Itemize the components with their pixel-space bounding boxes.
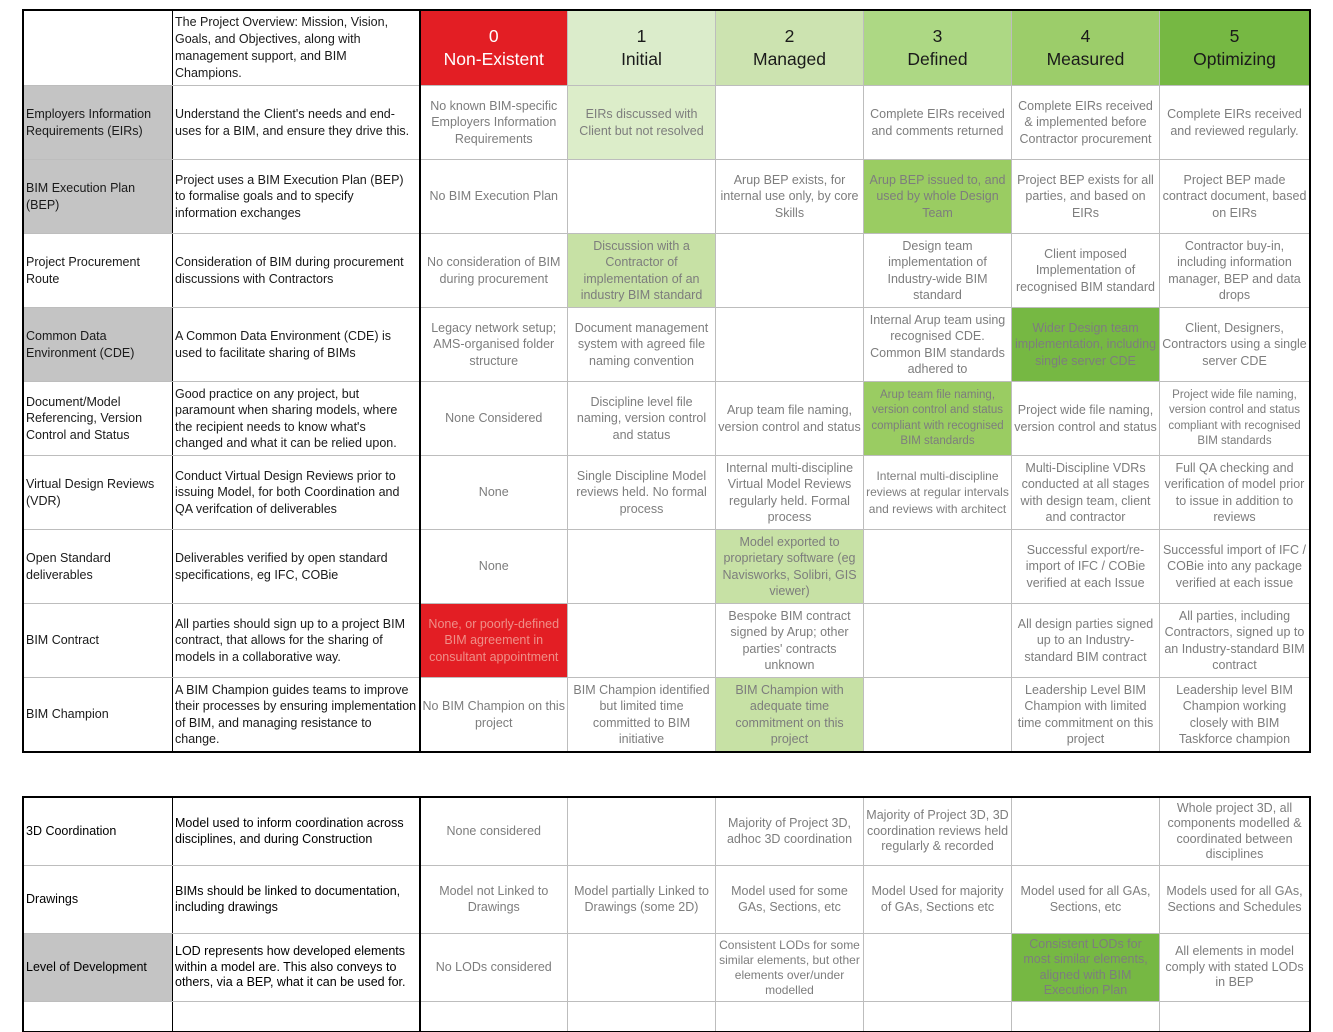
- cell-level-2: BIM Champion with adequate time commitment on this project: [716, 678, 864, 752]
- cell-level-0: None, or poorly-defined BIM agreement in consultant appointment: [420, 604, 568, 678]
- table-row: [24, 934, 1310, 1002]
- cell-level-3: [864, 604, 1012, 678]
- cell-level-4: All design parties signed up to an Industry-standard BIM contract: [1012, 604, 1160, 678]
- cell-level-0: No BIM Champion on this project: [420, 678, 568, 752]
- cell-level-1: BIM Champion identified but limited time committed to BIM initiative: [568, 678, 716, 752]
- cell-level-3: [864, 1002, 1012, 1032]
- cell-level-5: Whole project 3D, all components modelled & coordinated between disciplines: [1160, 798, 1310, 866]
- cell-level-0: No LODs considered: [420, 934, 568, 1002]
- cell-level-4: Complete EIRs received & implemented before Contractor procurement: [1012, 86, 1160, 160]
- cell-level-2: Arup BEP exists, for internal use only, by core Skills: [716, 160, 864, 234]
- cell-level-2: Consistent LODs for some similar elements, but other elements over/under modelled: [716, 934, 864, 1002]
- cell-level-3: Model Used for majority of GAs, Sections etc: [864, 866, 1012, 934]
- row-description: Consideration of BIM during procurement discussions with Contractors: [173, 234, 420, 308]
- cell-level-2: Majority of Project 3D, adhoc 3D coordination: [716, 798, 864, 866]
- cell-level-1: Document management system with agreed file naming convention: [568, 308, 716, 382]
- row-description: A BIM Champion guides teams to improve their processes by ensuring implementation of BIM, and managing resistance to change.: [173, 678, 420, 752]
- row-description: Model used to inform coordination across disciplines, and during Construction: [173, 798, 420, 866]
- cell-level-4: Leadership Level BIM Champion with limited time commitment on this project: [1012, 678, 1160, 752]
- header-row: [24, 11, 1310, 86]
- row-description: Understand the Client's needs and end-uses for a BIM, and ensure they drive this.: [173, 86, 420, 160]
- cell-level-0: Legacy network setup; AMS-organised folder structure: [420, 308, 568, 382]
- cell-level-1: [568, 798, 716, 866]
- row-category: Level of Development: [24, 934, 173, 1002]
- table-row: [24, 678, 1310, 752]
- cell-level-5: Models used for all GAs, Sections and Schedules: [1160, 866, 1310, 934]
- cell-level-4: Model used for all GAs, Sections, etc: [1012, 866, 1160, 934]
- table-row: [24, 530, 1310, 604]
- cell-level-2: [716, 86, 864, 160]
- cell-level-3: Majority of Project 3D, 3D coordination reviews held regularly & recorded: [864, 798, 1012, 866]
- cell-level-4: Wider Design team implementation, including single server CDE: [1012, 308, 1160, 382]
- row-category: BIM Contract: [24, 604, 173, 678]
- cell-level-1: EIRs discussed with Client but not resolved: [568, 86, 716, 160]
- row-category: 3D Coordination: [24, 798, 173, 866]
- cell-level-4: Project wide file naming, version control and status: [1012, 382, 1160, 456]
- row-description: Deliverables verified by open standard specifications, eg IFC, COBie: [173, 530, 420, 604]
- row-category: Project Procurement Route: [24, 234, 173, 308]
- cell-level-5: Full QA checking and verification of model prior to issue in addition to reviews: [1160, 456, 1310, 530]
- row-description: All parties should sign up to a project BIM contract, that allows for the sharing of models in a collaborative way.: [173, 604, 420, 678]
- cell-level-2: Internal multi-discipline Virtual Model Reviews regularly held. Formal process: [716, 456, 864, 530]
- cell-level-3: [864, 678, 1012, 752]
- level-2-header: 2 Managed: [716, 11, 864, 86]
- cell-level-0: None considered: [420, 798, 568, 866]
- cell-level-0: None: [420, 530, 568, 604]
- cell-level-3: Arup BEP issued to, and used by whole Design Team: [864, 160, 1012, 234]
- cell-level-4: Project BEP exists for all parties, and based on EIRs: [1012, 160, 1160, 234]
- table-row: [24, 234, 1310, 308]
- cell-level-3: [864, 934, 1012, 1002]
- row-category: Drawings: [24, 866, 173, 934]
- maturity-matrix-table-continued: [23, 797, 1310, 1032]
- level-3-header: 3 Defined: [864, 11, 1012, 86]
- cell-level-5: Project wide file naming, version control and status compliant with recognised BIM standards: [1160, 382, 1310, 456]
- cell-level-1: [568, 934, 716, 1002]
- cell-level-2: Model used for some GAs, Sections, etc: [716, 866, 864, 934]
- cell-level-0: Model not Linked to Drawings: [420, 866, 568, 934]
- cell-level-5: Complete EIRs received and reviewed regularly.: [1160, 86, 1310, 160]
- corner-cell: [24, 11, 173, 86]
- row-category: BIM Champion: [24, 678, 173, 752]
- table-row: [24, 1002, 1310, 1032]
- cell-level-1: Discipline level file naming, version control and status: [568, 382, 716, 456]
- cell-level-3: [864, 530, 1012, 604]
- cell-level-4: Successful export/re-import of IFC / COBie verified at each Issue: [1012, 530, 1160, 604]
- cell-level-0: No known BIM-specific Employers Information Requirements: [420, 86, 568, 160]
- row-description: LOD represents how developed elements within a model are. This also conveys to others, via a BEP, what it can be used for.: [173, 934, 420, 1002]
- cell-level-0: No consideration of BIM during procurement: [420, 234, 568, 308]
- cell-level-3: Design team implementation of Industry-wide BIM standard: [864, 234, 1012, 308]
- row-description: Project uses a BIM Execution Plan (BEP) to formalise goals and to specify information exchanges: [173, 160, 420, 234]
- cell-level-0: None Considered: [420, 382, 568, 456]
- cell-level-5: Project BEP made contract document, based on EIRs: [1160, 160, 1310, 234]
- table-row: [24, 456, 1310, 530]
- row-category: Document/Model Referencing, Version Control and Status: [24, 382, 173, 456]
- cell-level-5: All elements in model comply with stated LODs in BEP: [1160, 934, 1310, 1002]
- table-row: [24, 308, 1310, 382]
- row-description: [173, 1002, 420, 1032]
- cell-level-4: Multi-Discipline VDRs conducted at all stages with design team, client and contractor: [1012, 456, 1160, 530]
- level-1-header: 1 Initial: [568, 11, 716, 86]
- table-row: [24, 160, 1310, 234]
- cell-level-1: Model partially Linked to Drawings (some 2D): [568, 866, 716, 934]
- cell-level-0: [420, 1002, 568, 1032]
- row-description: Good practice on any project, but paramount when sharing models, where the recipient needs to know what's changed and what it can be relied upon.: [173, 382, 420, 456]
- level-0-header: 0 Non-Existent: [420, 11, 568, 86]
- cell-level-1: [568, 530, 716, 604]
- maturity-matrix-table: [23, 10, 1310, 752]
- level-5-header: 5 Optimizing: [1160, 11, 1310, 86]
- cell-level-0: None: [420, 456, 568, 530]
- row-category: Virtual Design Reviews (VDR): [24, 456, 173, 530]
- cell-level-1: Discussion with a Contractor of implementation of an industry BIM standard: [568, 234, 716, 308]
- row-description: BIMs should be linked to documentation, including drawings: [173, 866, 420, 934]
- row-description: A Common Data Environment (CDE) is used to facilitate sharing of BIMs: [173, 308, 420, 382]
- row-description: Conduct Virtual Design Reviews prior to issuing Model, for both Coordination and QA verifcation of deliverables: [173, 456, 420, 530]
- row-category: Common Data Environment (CDE): [24, 308, 173, 382]
- cell-level-5: [1160, 1002, 1310, 1032]
- cell-level-1: [568, 604, 716, 678]
- table-row: [24, 382, 1310, 456]
- cell-level-5: Client, Designers, Contractors using a single server CDE: [1160, 308, 1310, 382]
- cell-level-4: [1012, 798, 1160, 866]
- table-row: [24, 798, 1310, 866]
- cell-level-1: Single Discipline Model reviews held. No formal process: [568, 456, 716, 530]
- cell-level-1: [568, 1002, 716, 1032]
- cell-level-3: Internal Arup team using recognised CDE. Common BIM standards adhered to: [864, 308, 1012, 382]
- cell-level-4: Client imposed Implementation of recognised BIM standard: [1012, 234, 1160, 308]
- table-row: [24, 866, 1310, 934]
- cell-level-2: [716, 308, 864, 382]
- cell-level-5: Successful import of IFC / COBie into any package verified at each issue: [1160, 530, 1310, 604]
- table-row: [24, 604, 1310, 678]
- cell-level-3: Internal multi-discipline reviews at regular intervals and reviews with architect: [864, 456, 1012, 530]
- cell-level-3: Arup team file naming, version control and status compliant with recognised BIM standards: [864, 382, 1012, 456]
- project-overview-header: The Project Overview: Mission, Vision, Goals, and Objectives, along with management support, and BIM Champions.: [173, 11, 420, 86]
- cell-level-2: Model exported to proprietary software (eg Navisworks, Solibri, GIS viewer): [716, 530, 864, 604]
- cell-level-5: All parties, including Contractors, signed up to an Industry-standard BIM contract: [1160, 604, 1310, 678]
- row-category: Open Standard deliverables: [24, 530, 173, 604]
- cell-level-4: [1012, 1002, 1160, 1032]
- row-category: Employers Information Requirements (EIRs): [24, 86, 173, 160]
- cell-level-2: [716, 234, 864, 308]
- row-category: BIM Execution Plan (BEP): [24, 160, 173, 234]
- cell-level-2: Arup team file naming, version control and status: [716, 382, 864, 456]
- cell-level-5: Leadership level BIM Champion working closely with BIM Taskforce champion: [1160, 678, 1310, 752]
- cell-level-5: Contractor buy-in, including information manager, BEP and data drops: [1160, 234, 1310, 308]
- cell-level-4: Consistent LODs for most similar elements, aligned with BIM Execution Plan: [1012, 934, 1160, 1002]
- cell-level-2: [716, 1002, 864, 1032]
- cell-level-0: No BIM Execution Plan: [420, 160, 568, 234]
- level-4-header: 4 Measured: [1012, 11, 1160, 86]
- cell-level-3: Complete EIRs received and comments returned: [864, 86, 1012, 160]
- cell-level-1: [568, 160, 716, 234]
- row-category: [24, 1002, 173, 1032]
- cell-level-2: Bespoke BIM contract signed by Arup; other parties' contracts unknown: [716, 604, 864, 678]
- table-row: [24, 86, 1310, 160]
